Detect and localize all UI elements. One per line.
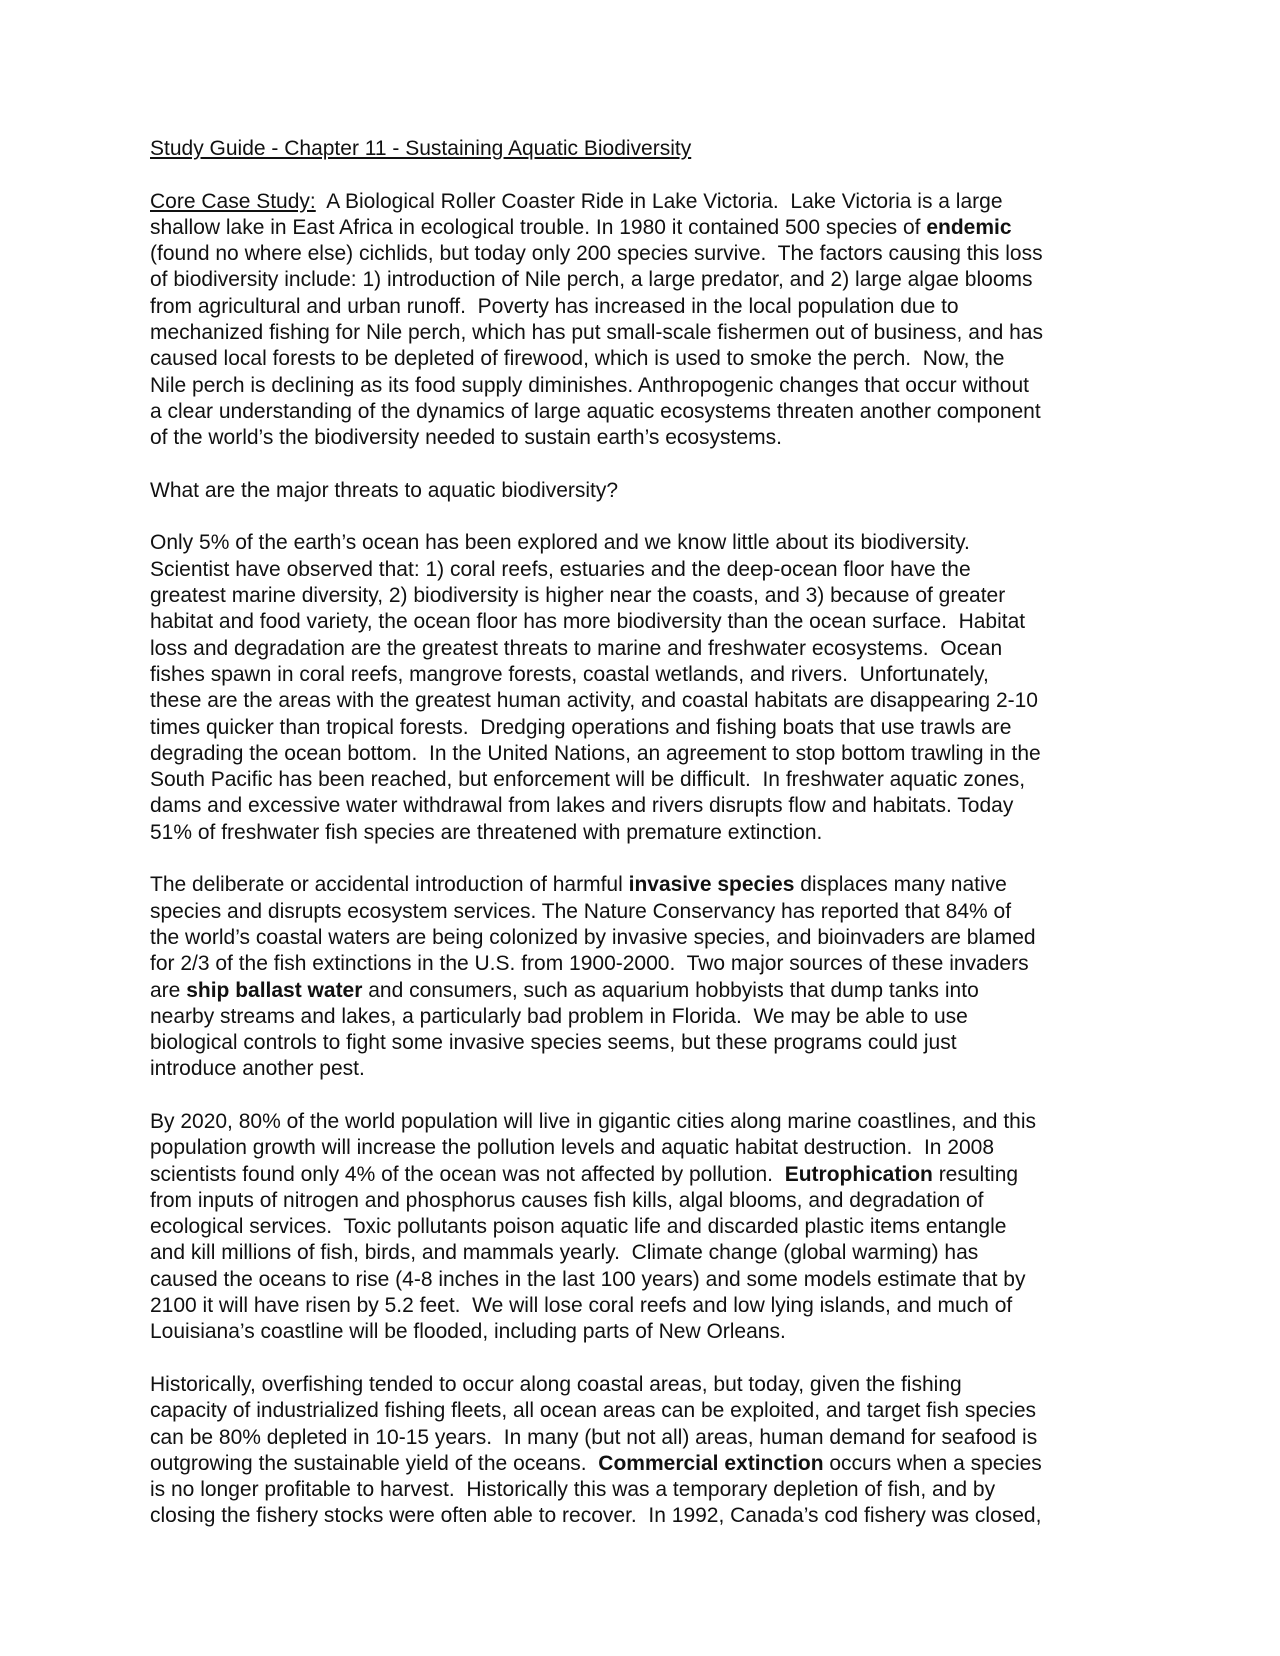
section-question: What are the major threats to aquatic biodiversity? xyxy=(150,478,619,502)
text-line: Nile perch is declining as its food supply diminishes. Anthropogenic changes that occur without xyxy=(150,373,1029,397)
text-line: population growth will increase the pollution levels and aquatic habitat destruction. In 2008 xyxy=(150,1136,995,1160)
document-page xyxy=(150,136,1136,1530)
text-line: scientists found only 4% of the ocean was not affected by pollution. Eutrophication resulting xyxy=(150,1162,1019,1186)
term-invasive-species: invasive species xyxy=(628,873,795,897)
text-line: shallow lake in East Africa in ecological trouble. In 1980 it contained 500 species of endemic xyxy=(150,215,1012,239)
text-line: times quicker than tropical forests. Dredging operations and fishing boats that use trawls are xyxy=(150,715,1012,739)
text-line: By 2020, 80% of the world population will live in gigantic cities along marine coastlines, and this xyxy=(150,1109,1036,1133)
text-line: fishes spawn in coral reefs, mangrove forests, coastal wetlands, and rivers. Unfortunately, xyxy=(150,662,989,686)
core-case-study-paragraph xyxy=(150,189,1136,452)
spacer xyxy=(150,1083,1136,1109)
text-line: of the world’s the biodiversity needed to sustain earth’s ecosystems. xyxy=(150,426,782,450)
term-endemic: endemic xyxy=(926,215,1012,239)
text-line: loss and degradation are the greatest threats to marine and freshwater ecosystems. Ocean xyxy=(150,636,1003,660)
text-line: and kill millions of fish, birds, and mammals yearly. Climate change (global warming) has xyxy=(150,1241,979,1265)
text-line: Core Case Study: A Biological Roller Coaster Ride in Lake Victoria. Lake Victoria is a large xyxy=(150,189,1003,213)
text-line: are ship ballast water and consumers, such as aquarium hobbyists that dump tanks into xyxy=(150,978,979,1002)
habitat-paragraph xyxy=(150,530,1136,846)
text-line: Scientist have observed that: 1) coral reefs, estuaries and the deep-ocean floor have the xyxy=(150,557,971,581)
spacer xyxy=(150,162,1136,188)
spacer xyxy=(150,846,1136,872)
text-line: introduce another pest. xyxy=(150,1057,365,1081)
text-line: is no longer profitable to harvest. Historically this was a temporary depletion of fish, and by xyxy=(150,1478,996,1502)
text-line: 2100 it will have risen by 5.2 feet. We will lose coral reefs and low lying islands, and much of xyxy=(150,1294,1013,1318)
page-title: Study Guide - Chapter 11 - Sustaining Aquatic Biodiversity xyxy=(150,137,692,160)
text-line: these are the areas with the greatest human activity, and coastal habitats are disappearing 2-10 xyxy=(150,689,1038,713)
text-line: the world’s coastal waters are being colonized by invasive species, and bioinvaders are blamed xyxy=(150,925,1036,949)
spacer xyxy=(150,1346,1136,1372)
text-line: habitat and food variety, the ocean floor has more biodiversity than the ocean surface. Habitat xyxy=(150,610,1026,634)
term-eutrophication: Eutrophication xyxy=(784,1162,933,1186)
text-line: biological controls to fight some invasive species seems, but these programs could just xyxy=(150,1031,957,1055)
text-line: for 2/3 of the fish extinctions in the U.S. from 1900-2000. Two major sources of these invaders xyxy=(150,952,1029,976)
text-line: Louisiana’s coastline will be flooded, including parts of New Orleans. xyxy=(150,1320,786,1344)
text-line: can be 80% depleted in 10-15 years. In many (but not all) areas, human demand for seafood is xyxy=(150,1425,1038,1449)
text-line: 51% of freshwater fish species are threatened with premature extinction. xyxy=(150,820,823,844)
text-line: Only 5% of the earth’s ocean has been explored and we know little about its biodiversity. xyxy=(150,531,970,555)
text-line: from agricultural and urban runoff. Poverty has increased in the local population due to xyxy=(150,294,959,318)
term-commercial-extinction: Commercial extinction xyxy=(598,1451,824,1475)
text-line: species and disrupts ecosystem services. The Nature Conservancy has reported that 84% of xyxy=(150,899,1012,923)
text-line: caused the oceans to rise (4-8 inches in the last 100 years) and some models estimate that by xyxy=(150,1267,1026,1291)
text-line: a clear understanding of the dynamics of large aquatic ecosystems threaten another component xyxy=(150,399,1041,423)
text-line: mechanized fishing for Nile perch, which has put small-scale fishermen out of business, and has xyxy=(150,321,1043,345)
pollution-paragraph xyxy=(150,1109,1136,1346)
text-line: caused local forests to be depleted of firewood, which is used to smoke the perch. Now, the xyxy=(150,347,1005,371)
core-case-label: Core Case Study: xyxy=(150,189,316,213)
text-line: greatest marine diversity, 2) biodiversity is higher near the coasts, and 3) because of greater xyxy=(150,584,1006,608)
text-line: outgrowing the sustainable yield of the oceans. Commercial extinction occurs when a species xyxy=(150,1451,1042,1475)
text-line: degrading the ocean bottom. In the United Nations, an agreement to stop bottom trawling in the xyxy=(150,741,1041,765)
spacer xyxy=(150,452,1136,478)
invasive-species-paragraph xyxy=(150,872,1136,1082)
overfishing-paragraph xyxy=(150,1372,1136,1530)
text-line: (found no where else) cichlids, but today only 200 species survive. The factors causing this loss xyxy=(150,242,1043,266)
text-line: ecological services. Toxic pollutants poison aquatic life and discarded plastic items entangle xyxy=(150,1215,1007,1239)
text-line: nearby streams and lakes, a particularly bad problem in Florida. We may be able to use xyxy=(150,1004,968,1028)
term-ship-ballast-water: ship ballast water xyxy=(186,978,363,1002)
text-line: South Pacific has been reached, but enforcement will be difficult. In freshwater aquatic zones, xyxy=(150,768,1026,792)
text-line: of biodiversity include: 1) introduction of Nile perch, a large predator, and 2) large algae blooms xyxy=(150,268,1033,292)
text-line: The deliberate or accidental introduction of harmful invasive species displaces many native xyxy=(150,873,1007,897)
text-line: capacity of industrialized fishing fleets, all ocean areas can be exploited, and target fish species xyxy=(150,1399,1037,1423)
text-line: Historically, overfishing tended to occur along coastal areas, but today, given the fishing xyxy=(150,1372,962,1396)
text-line: from inputs of nitrogen and phosphorus causes fish kills, algal blooms, and degradation of xyxy=(150,1188,984,1212)
text-line: closing the fishery stocks were often able to recover. In 1992, Canada’s cod fishery was closed, xyxy=(150,1504,1042,1528)
spacer xyxy=(150,504,1136,530)
text-line: dams and excessive water withdrawal from lakes and rivers disrupts flow and habitats. Today xyxy=(150,794,1014,818)
